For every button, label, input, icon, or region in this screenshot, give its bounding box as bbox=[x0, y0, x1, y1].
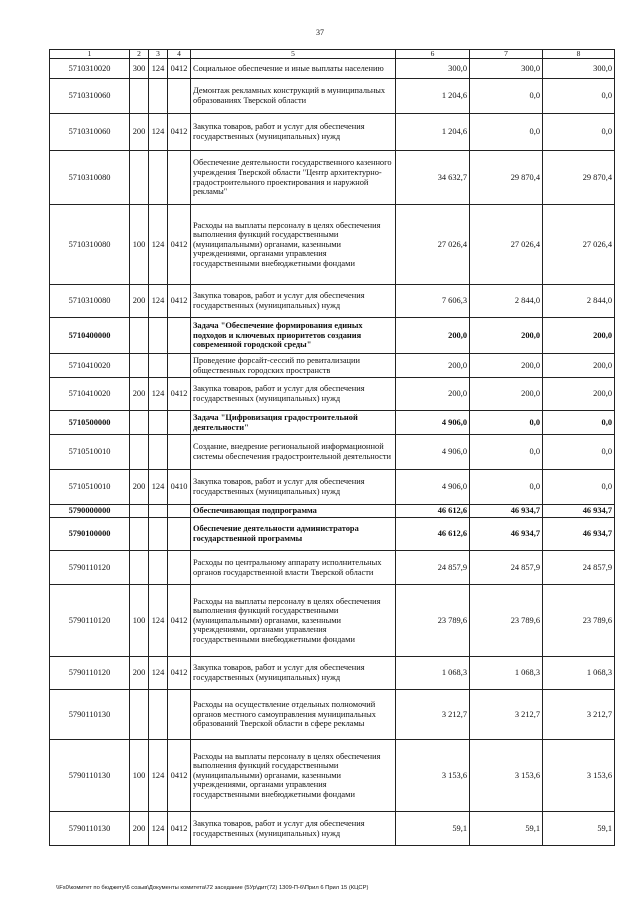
row-col-2 bbox=[130, 435, 149, 470]
row-value-col-7: 0,0 bbox=[470, 435, 543, 470]
table-row bbox=[50, 551, 615, 585]
budget-table bbox=[49, 49, 615, 846]
row-value-col-8: 0,0 bbox=[543, 79, 615, 114]
row-col-4: 0412 bbox=[168, 585, 191, 657]
row-name: Обеспечение деятельности администратора государственной программы bbox=[191, 518, 396, 551]
table-row bbox=[50, 114, 615, 151]
row-code: 5790110130 bbox=[50, 740, 130, 812]
header-cell: 7 bbox=[470, 50, 543, 59]
row-value-col-6: 46 612,6 bbox=[396, 505, 470, 518]
row-value-col-8: 200,0 bbox=[543, 318, 615, 354]
row-value-col-7: 24 857,9 bbox=[470, 551, 543, 585]
row-col-3: 124 bbox=[149, 657, 168, 690]
row-value-col-7: 29 870,4 bbox=[470, 151, 543, 205]
row-value-col-6: 24 857,9 bbox=[396, 551, 470, 585]
row-value-col-6: 23 789,6 bbox=[396, 585, 470, 657]
row-value-col-7: 3 153,6 bbox=[470, 740, 543, 812]
row-value-col-6: 4 906,0 bbox=[396, 411, 470, 435]
row-col-2: 200 bbox=[130, 285, 149, 318]
row-value-col-8: 0,0 bbox=[543, 470, 615, 505]
row-code: 5710310060 bbox=[50, 114, 130, 151]
row-value-col-6: 200,0 bbox=[396, 354, 470, 378]
row-value-col-7: 46 934,7 bbox=[470, 518, 543, 551]
row-col-3: 124 bbox=[149, 740, 168, 812]
row-col-2 bbox=[130, 551, 149, 585]
row-value-col-6: 1 204,6 bbox=[396, 79, 470, 114]
row-value-col-8: 46 934,7 bbox=[543, 505, 615, 518]
row-code: 5790100000 bbox=[50, 518, 130, 551]
row-col-4 bbox=[168, 79, 191, 114]
row-code: 5710510010 bbox=[50, 470, 130, 505]
row-value-col-7: 1 068,3 bbox=[470, 657, 543, 690]
row-col-4: 0412 bbox=[168, 812, 191, 846]
row-name: Закупка товаров, работ и услуг для обеспечения государственных (муниципальных) нужд bbox=[191, 285, 396, 318]
row-value-col-7: 200,0 bbox=[470, 378, 543, 411]
row-value-col-6: 200,0 bbox=[396, 378, 470, 411]
row-col-4: 0412 bbox=[168, 285, 191, 318]
row-value-col-6: 3 153,6 bbox=[396, 740, 470, 812]
row-name: Расходы на выплаты персоналу в целях обеспечения выполнения функций государственными (муниципальными) органами, казенными учреждениями, органами управления государственными внебюджетными фондами bbox=[191, 740, 396, 812]
header-cell: 1 bbox=[50, 50, 130, 59]
row-col-4: 0412 bbox=[168, 59, 191, 79]
row-name: Расходы на выплаты персоналу в целях обеспечения выполнения функций государственными (муниципальными) органами, казенными учреждениями, органами управления государственными внебюджетными фондами bbox=[191, 205, 396, 285]
row-col-4: 0412 bbox=[168, 114, 191, 151]
row-col-2 bbox=[130, 318, 149, 354]
row-value-col-7: 0,0 bbox=[470, 79, 543, 114]
row-value-col-8: 1 068,3 bbox=[543, 657, 615, 690]
row-value-col-7: 200,0 bbox=[470, 354, 543, 378]
row-col-3: 124 bbox=[149, 470, 168, 505]
row-name: Расходы по центральному аппарату исполнительных органов государственной власти Тверской области bbox=[191, 551, 396, 585]
row-name: Закупка товаров, работ и услуг для обеспечения государственных (муниципальных) нужд bbox=[191, 470, 396, 505]
row-value-col-8: 59,1 bbox=[543, 812, 615, 846]
row-col-4: 0410 bbox=[168, 470, 191, 505]
row-value-col-6: 300,0 bbox=[396, 59, 470, 79]
row-name: Обеспечивающая подпрограмма bbox=[191, 505, 396, 518]
table-row bbox=[50, 812, 615, 846]
row-value-col-8: 0,0 bbox=[543, 435, 615, 470]
header-cell: 3 bbox=[149, 50, 168, 59]
row-col-3 bbox=[149, 354, 168, 378]
row-value-col-8: 200,0 bbox=[543, 378, 615, 411]
table-row bbox=[50, 411, 615, 435]
row-col-4: 0412 bbox=[168, 740, 191, 812]
row-col-3: 124 bbox=[149, 378, 168, 411]
row-col-3 bbox=[149, 690, 168, 740]
row-col-3 bbox=[149, 411, 168, 435]
table-body bbox=[50, 50, 615, 846]
table-row bbox=[50, 740, 615, 812]
row-col-2 bbox=[130, 354, 149, 378]
row-value-col-7: 0,0 bbox=[470, 411, 543, 435]
row-col-2: 100 bbox=[130, 585, 149, 657]
row-value-col-6: 200,0 bbox=[396, 318, 470, 354]
header-cell: 5 bbox=[191, 50, 396, 59]
row-value-col-8: 3 153,6 bbox=[543, 740, 615, 812]
row-code: 5710310080 bbox=[50, 205, 130, 285]
row-col-2 bbox=[130, 79, 149, 114]
row-code: 5710510010 bbox=[50, 435, 130, 470]
row-code: 5710400000 bbox=[50, 318, 130, 354]
row-col-2 bbox=[130, 505, 149, 518]
row-value-col-8: 300,0 bbox=[543, 59, 615, 79]
row-col-4 bbox=[168, 505, 191, 518]
row-col-2: 200 bbox=[130, 378, 149, 411]
row-col-2: 300 bbox=[130, 59, 149, 79]
row-col-4: 0412 bbox=[168, 205, 191, 285]
row-value-col-8: 27 026,4 bbox=[543, 205, 615, 285]
row-col-4 bbox=[168, 151, 191, 205]
row-col-4 bbox=[168, 435, 191, 470]
row-value-col-6: 3 212,7 bbox=[396, 690, 470, 740]
table-row bbox=[50, 318, 615, 354]
row-col-3 bbox=[149, 79, 168, 114]
row-col-3 bbox=[149, 151, 168, 205]
row-value-col-8: 200,0 bbox=[543, 354, 615, 378]
table-row bbox=[50, 435, 615, 470]
row-code: 5710500000 bbox=[50, 411, 130, 435]
table-row bbox=[50, 354, 615, 378]
row-value-col-6: 46 612,6 bbox=[396, 518, 470, 551]
row-name: Закупка товаров, работ и услуг для обеспечения государственных (муниципальных) нужд bbox=[191, 114, 396, 151]
row-col-3: 124 bbox=[149, 114, 168, 151]
row-name: Расходы на осуществление отдельных полномочий органов местного самоуправления муниципальных образований Тверской области в сфере рекламы bbox=[191, 690, 396, 740]
table-row bbox=[50, 585, 615, 657]
row-name: Социальное обеспечение и иные выплаты населению bbox=[191, 59, 396, 79]
row-col-2 bbox=[130, 151, 149, 205]
row-value-col-8: 0,0 bbox=[543, 411, 615, 435]
row-col-2: 100 bbox=[130, 740, 149, 812]
row-value-col-8: 3 212,7 bbox=[543, 690, 615, 740]
row-value-col-7: 2 844,0 bbox=[470, 285, 543, 318]
row-col-2: 100 bbox=[130, 205, 149, 285]
page-number: 37 bbox=[316, 28, 324, 37]
row-name: Расходы на выплаты персоналу в целях обеспечения выполнения функций государственными (муниципальными) органами, казенными учреждениями, органами управления государственными внебюджетными фондами bbox=[191, 585, 396, 657]
row-value-col-7: 59,1 bbox=[470, 812, 543, 846]
table-row bbox=[50, 285, 615, 318]
header-cell: 4 bbox=[168, 50, 191, 59]
row-col-3 bbox=[149, 505, 168, 518]
row-value-col-8: 23 789,6 bbox=[543, 585, 615, 657]
row-col-4 bbox=[168, 551, 191, 585]
row-col-3: 124 bbox=[149, 205, 168, 285]
row-col-2 bbox=[130, 690, 149, 740]
table-row bbox=[50, 657, 615, 690]
row-col-2: 200 bbox=[130, 812, 149, 846]
row-code: 5790110120 bbox=[50, 551, 130, 585]
row-name: Демонтаж рекламных конструкций в муниципальных образованиях Тверской области bbox=[191, 79, 396, 114]
row-value-col-8: 46 934,7 bbox=[543, 518, 615, 551]
table-row bbox=[50, 59, 615, 79]
row-name: Закупка товаров, работ и услуг для обеспечения государственных (муниципальных) нужд bbox=[191, 812, 396, 846]
row-name: Обеспечение деятельности государственного казенного учреждения Тверской области "Центр архитектурно-градостроительного проектирования и наружной рекламы" bbox=[191, 151, 396, 205]
row-name: Проведение форсайт-сессий по ревитализации общественных городских пространств bbox=[191, 354, 396, 378]
row-code: 5710310060 bbox=[50, 79, 130, 114]
footer-file-path: \\Fs0\комитет по бюджету\6 созыв\Документы комитета\72 заседание (5Ур\дит(72) 1309-П-6\Прил 6 Прил 15 (КЦСР) bbox=[56, 885, 369, 891]
table-row bbox=[50, 505, 615, 518]
table-row bbox=[50, 151, 615, 205]
row-code: 5790110120 bbox=[50, 585, 130, 657]
row-col-4 bbox=[168, 411, 191, 435]
table-row bbox=[50, 79, 615, 114]
row-col-3: 124 bbox=[149, 59, 168, 79]
row-col-3: 124 bbox=[149, 585, 168, 657]
row-col-4 bbox=[168, 318, 191, 354]
table-row bbox=[50, 378, 615, 411]
row-code: 5790110130 bbox=[50, 812, 130, 846]
row-col-3 bbox=[149, 518, 168, 551]
row-code: 5710310080 bbox=[50, 285, 130, 318]
row-col-3 bbox=[149, 318, 168, 354]
row-col-3: 124 bbox=[149, 285, 168, 318]
row-col-2: 200 bbox=[130, 470, 149, 505]
row-value-col-6: 7 606,3 bbox=[396, 285, 470, 318]
row-name: Задача "Обеспечение формирования единых подходов и ключевых приоритетов создания современной городской среды" bbox=[191, 318, 396, 354]
row-code: 5790110130 bbox=[50, 690, 130, 740]
row-code: 5710310080 bbox=[50, 151, 130, 205]
row-value-col-7: 3 212,7 bbox=[470, 690, 543, 740]
row-value-col-6: 1 204,6 bbox=[396, 114, 470, 151]
row-value-col-6: 59,1 bbox=[396, 812, 470, 846]
row-value-col-8: 0,0 bbox=[543, 114, 615, 151]
row-value-col-8: 29 870,4 bbox=[543, 151, 615, 205]
row-value-col-7: 200,0 bbox=[470, 318, 543, 354]
row-name: Закупка товаров, работ и услуг для обеспечения государственных (муниципальных) нужд bbox=[191, 657, 396, 690]
row-value-col-7: 0,0 bbox=[470, 470, 543, 505]
row-name: Задача "Цифровизация градостроительной деятельности" bbox=[191, 411, 396, 435]
row-col-4 bbox=[168, 354, 191, 378]
row-value-col-6: 27 026,4 bbox=[396, 205, 470, 285]
row-col-2 bbox=[130, 518, 149, 551]
table-row bbox=[50, 518, 615, 551]
row-col-2 bbox=[130, 411, 149, 435]
row-col-4: 0412 bbox=[168, 378, 191, 411]
row-col-2: 200 bbox=[130, 114, 149, 151]
row-value-col-6: 34 632,7 bbox=[396, 151, 470, 205]
row-value-col-6: 4 906,0 bbox=[396, 470, 470, 505]
row-col-4: 0412 bbox=[168, 657, 191, 690]
table-row bbox=[50, 470, 615, 505]
header-row bbox=[50, 50, 615, 59]
row-col-3 bbox=[149, 551, 168, 585]
row-code: 5790110120 bbox=[50, 657, 130, 690]
row-value-col-7: 27 026,4 bbox=[470, 205, 543, 285]
row-code: 5710310020 bbox=[50, 59, 130, 79]
row-code: 5790000000 bbox=[50, 505, 130, 518]
row-col-4 bbox=[168, 690, 191, 740]
row-value-col-6: 1 068,3 bbox=[396, 657, 470, 690]
row-code: 5710410020 bbox=[50, 354, 130, 378]
header-cell: 6 bbox=[396, 50, 470, 59]
row-value-col-7: 300,0 bbox=[470, 59, 543, 79]
row-value-col-7: 0,0 bbox=[470, 114, 543, 151]
row-col-4 bbox=[168, 518, 191, 551]
row-value-col-6: 4 906,0 bbox=[396, 435, 470, 470]
row-value-col-8: 24 857,9 bbox=[543, 551, 615, 585]
row-value-col-7: 23 789,6 bbox=[470, 585, 543, 657]
row-name: Закупка товаров, работ и услуг для обеспечения государственных (муниципальных) нужд bbox=[191, 378, 396, 411]
row-value-col-8: 2 844,0 bbox=[543, 285, 615, 318]
row-col-3 bbox=[149, 435, 168, 470]
row-col-2: 200 bbox=[130, 657, 149, 690]
table-row bbox=[50, 690, 615, 740]
header-cell: 2 bbox=[130, 50, 149, 59]
row-value-col-7: 46 934,7 bbox=[470, 505, 543, 518]
row-code: 5710410020 bbox=[50, 378, 130, 411]
row-col-3: 124 bbox=[149, 812, 168, 846]
row-name: Создание, внедрение региональной информационной системы обеспечения градостроительной деятельности bbox=[191, 435, 396, 470]
table-row bbox=[50, 205, 615, 285]
header-cell: 8 bbox=[543, 50, 615, 59]
